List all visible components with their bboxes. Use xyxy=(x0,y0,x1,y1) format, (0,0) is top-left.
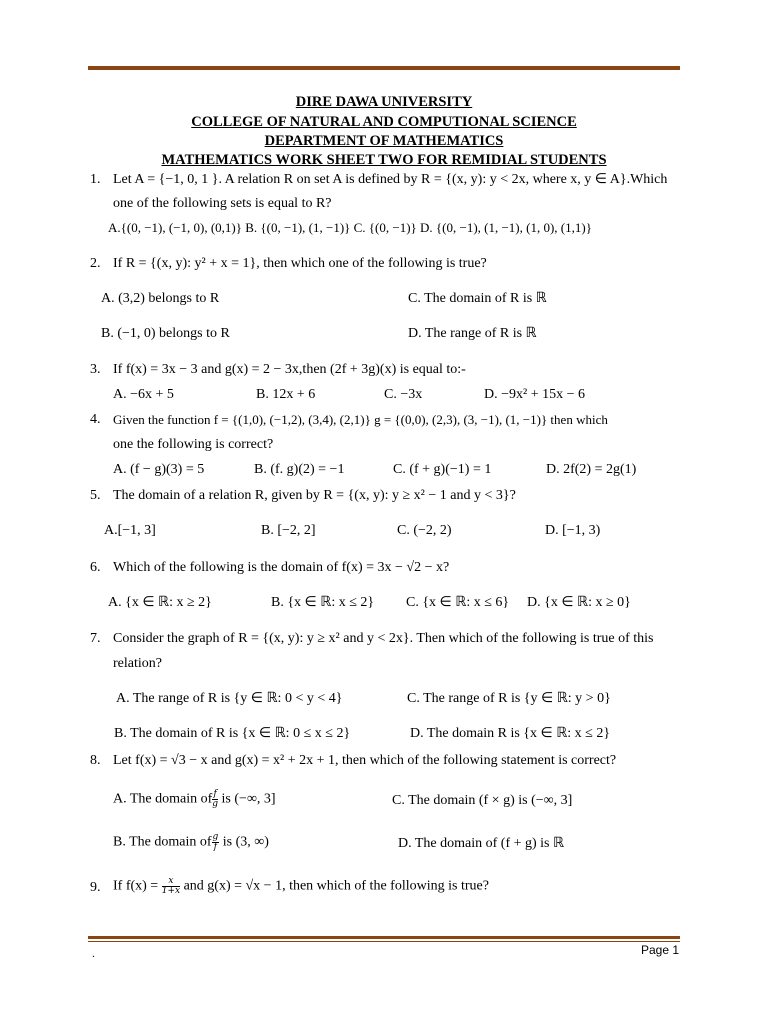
q8-b-denominator: f xyxy=(213,842,218,852)
q5-text: The domain of a relation R, given by R = {(x, y): y ≥ x² − 1 and y < 3}? xyxy=(113,488,516,503)
q9-text xyxy=(113,877,489,896)
q5-option-c: C. (−2, 2) xyxy=(397,523,452,538)
q2-option-a: A. (3,2) belongs to R xyxy=(101,291,220,306)
q8-option-b-suffix: is (3, ∞) xyxy=(219,834,269,850)
q2-number: 2. xyxy=(90,256,101,271)
q3-option-b: B. 12x + 6 xyxy=(256,387,316,402)
q8-option-b xyxy=(113,833,269,852)
q8-option-a-suffix: is (−∞, 3] xyxy=(218,791,276,807)
q4-option-d: D. 2f(2) = 2g(1) xyxy=(546,462,637,477)
q5-option-a: A.[−1, 3] xyxy=(104,523,156,538)
q7-option-c: C. The range of R is {y ∈ ℝ: y > 0} xyxy=(407,691,611,706)
q3-option-d: D. −9x² + 15x − 6 xyxy=(484,387,585,402)
q1-text: Let A = {−1, 0, 1 }. A relation R on set A is defined by R = {(x, y): y < 2x, where x, y ∈ A}.Which xyxy=(113,172,668,187)
q1-options: A.{(0, −1), (−1, 0), (0,1)} B. {(0, −1), (1, −1)} C. {(0, −1)} D. {(0, −1), (1, −1), (1, 0), (1,1)} xyxy=(108,220,592,235)
q9-numerator: x xyxy=(162,877,180,887)
q9-denominator: 1+x xyxy=(161,886,181,896)
worksheet-title: MATHEMATICS WORK SHEET TWO FOR REMIDIAL STUDENTS xyxy=(161,152,607,168)
q9-suffix: and g(x) = √x − 1, then which of the following is true? xyxy=(180,878,489,894)
top-rule xyxy=(88,66,680,70)
department-title: DEPARTMENT OF MATHEMATICS xyxy=(264,133,504,149)
q6-option-a: A. {x ∈ ℝ: x ≥ 2} xyxy=(108,595,212,610)
q7-option-a: A. The range of R is {y ∈ ℝ: 0 < y < 4} xyxy=(116,691,343,706)
q6-option-d: D. {x ∈ ℝ: x ≥ 0} xyxy=(527,595,631,610)
q1-text-cont: one of the following sets is equal to R? xyxy=(113,196,332,211)
q6-option-c: C. {x ∈ ℝ: x ≤ 6} xyxy=(406,595,510,610)
q1-number: 1. xyxy=(90,172,101,187)
q2-option-c: C. The domain of R is ℝ xyxy=(408,291,547,306)
q2-text: If R = {(x, y): y² + x = 1}, then which one of the following is true? xyxy=(113,256,487,271)
q2-option-d: D. The range of R is ℝ xyxy=(408,326,537,341)
q7-option-d: D. The domain R is {x ∈ ℝ: x ≤ 2} xyxy=(410,726,611,741)
q4-option-c: C. (f + g)(−1) = 1 xyxy=(393,462,492,477)
college-title: COLLEGE OF NATURAL AND COMPUTIONAL SCIENCE xyxy=(191,114,577,130)
q4-option-b: B. (f. g)(2) = −1 xyxy=(254,462,345,477)
q7-text: Consider the graph of R = {(x, y): y ≥ x² and y < 2x}. Then which of the following is true of this xyxy=(113,631,654,646)
q8-a-numerator: f xyxy=(213,789,217,799)
q4-option-a: A. (f − g)(3) = 5 xyxy=(113,462,205,477)
q6-option-b: B. {x ∈ ℝ: x ≤ 2} xyxy=(271,595,375,610)
q9-prefix: If f(x) = xyxy=(113,878,159,894)
q5-option-b: B. [−2, 2] xyxy=(261,523,316,538)
q8-option-c: C. The domain (f × g) is (−∞, 3] xyxy=(392,793,573,808)
q3-number: 3. xyxy=(90,362,101,377)
q7-text-cont: relation? xyxy=(113,656,162,671)
q6-number: 6. xyxy=(90,560,101,575)
bottom-rule xyxy=(88,936,680,939)
q3-option-c: C. −3x xyxy=(384,387,423,402)
q8-text: Let f(x) = √3 − x and g(x) = x² + 2x + 1, then which of the following statement is correct? xyxy=(113,753,617,768)
q9-number: 9. xyxy=(90,880,101,895)
q4-text: Given the function f = {(1,0), (−1,2), (3,4), (2,1)} g = {(0,0), (2,3), (3, −1), (1, −1)} then which xyxy=(113,412,608,427)
bottom-rule-thin xyxy=(88,941,680,942)
q2-option-b: B. (−1, 0) belongs to R xyxy=(101,326,230,341)
q9-fraction xyxy=(162,877,180,896)
university-title: DIRE DAWA UNIVERSITY xyxy=(295,94,473,110)
q4-number: 4. xyxy=(90,412,101,427)
q8-option-b-prefix: B. The domain of xyxy=(113,834,212,850)
q4-text-cont: one the following is correct? xyxy=(113,437,274,452)
q8-number: 8. xyxy=(90,753,101,768)
q3-text: If f(x) = 3x − 3 and g(x) = 2 − 3x,then (2f + 3g)(x) is equal to:- xyxy=(113,362,466,377)
q8-option-a xyxy=(113,790,276,809)
footer-mark: . xyxy=(92,946,95,960)
q8-a-denominator: g xyxy=(212,799,219,809)
q8-option-a-prefix: A. The domain of xyxy=(113,791,213,807)
q5-number: 5. xyxy=(90,488,101,503)
q8-option-d: D. The domain of (f + g) is ℝ xyxy=(398,836,565,851)
q8-b-numerator: g xyxy=(212,832,219,842)
q6-text: Which of the following is the domain of f(x) = 3x − √2 − x? xyxy=(113,560,450,575)
q3-option-a: A. −6x + 5 xyxy=(113,387,174,402)
q7-number: 7. xyxy=(90,631,101,646)
q7-option-b: B. The domain of R is {x ∈ ℝ: 0 ≤ x ≤ 2} xyxy=(114,726,351,741)
q5-option-d: D. [−1, 3) xyxy=(545,523,601,538)
page-number: Page 1 xyxy=(641,943,680,957)
